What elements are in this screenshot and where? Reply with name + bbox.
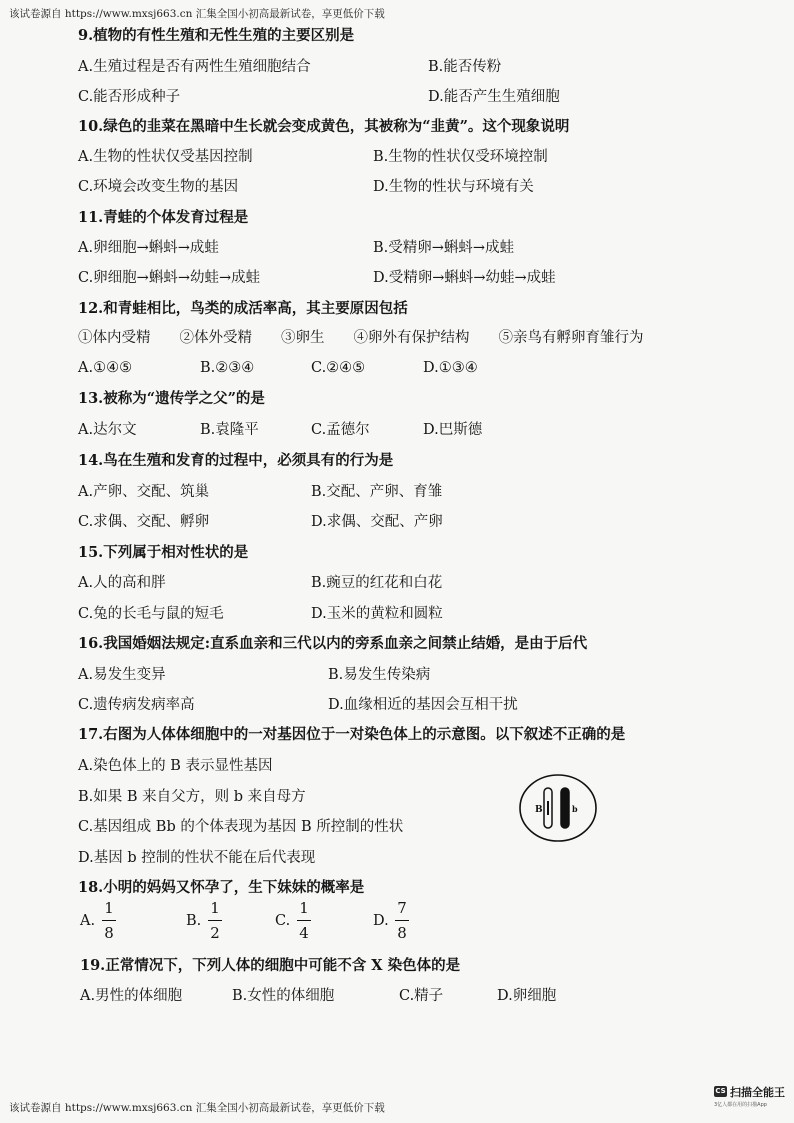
question-9-option-b: B.能否传粉 xyxy=(428,59,502,75)
question-16-option-b: B.易发生传染病 xyxy=(328,667,431,683)
option-label: A. xyxy=(80,913,96,929)
question-12-stem: 12.和青蛙相比，鸟类的成活率高，其主要原因包括 xyxy=(78,300,408,317)
fraction xyxy=(102,899,116,942)
question-9-option-a: A.生殖过程是否有两性生殖细胞结合 xyxy=(78,59,311,75)
question-13-option-d: D.巴斯德 xyxy=(423,422,483,438)
fraction xyxy=(208,899,222,942)
gene-label-b-upper: B xyxy=(535,805,543,815)
option-label: B. xyxy=(186,913,202,929)
gene-label-b-lower: b xyxy=(572,804,578,814)
question-15-stem: 15.下列属于相对性状的是 xyxy=(78,544,249,561)
question-16-option-c: C.遗传病发病率高 xyxy=(78,697,195,713)
question-17-option-c: C.基因组成 Bb 的个体表现为基因 B 所控制的性状 xyxy=(78,819,404,835)
question-17-option-b: B.如果 B 来自父方，则 b 来自母方 xyxy=(78,789,306,805)
question-11-stem: 11.青蛙的个体发育过程是 xyxy=(78,209,249,226)
fraction xyxy=(297,899,311,942)
question-13-option-a: A.达尔文 xyxy=(78,422,137,438)
denominator: 8 xyxy=(104,924,114,942)
question-17-option-d: D.基因 b 控制的性状不能在后代表现 xyxy=(78,850,316,866)
question-14-option-c: C.求偶、交配、孵卵 xyxy=(78,514,210,530)
fraction xyxy=(395,899,409,942)
numerator: 7 xyxy=(397,899,407,917)
question-16-option-d: D.血缘相近的基因会互相干扰 xyxy=(328,697,518,713)
camscanner-logo xyxy=(714,1083,790,1119)
question-14-option-b: B.交配、产卵、育雏 xyxy=(311,484,443,500)
question-10-option-c: C.环境会改变生物的基因 xyxy=(78,179,239,195)
question-11-option-d: D.受精卵→蝌蚪→幼蛙→成蛙 xyxy=(373,270,556,286)
question-16-stem: 16.我国婚姻法规定:直系血亲和三代以内的旁系血亲之间禁止结婚，是由于后代 xyxy=(78,635,588,652)
question-18-options xyxy=(80,899,480,949)
question-19-stem: 19.正常情况下，下列人体的细胞中可能不含 X 染色体的是 xyxy=(80,957,461,974)
question-15-option-b: B.豌豆的红花和白花 xyxy=(311,575,443,591)
question-14-option-d: D.求偶、交配、产卵 xyxy=(311,514,443,530)
camscanner-tagline: 3亿人都在用的扫描App xyxy=(714,1102,767,1108)
question-12-option-d: D.①③④ xyxy=(423,360,478,376)
question-12-items: ①体内受精 ②体外受精 ③卵生 ④卵外有保护结构 ⑤亲鸟有孵卵育雏行为 xyxy=(78,330,644,346)
question-15-option-c: C.兔的长毛与鼠的短毛 xyxy=(78,606,224,622)
question-15-option-d: D.玉米的黄粒和圆粒 xyxy=(311,606,443,622)
question-17-stem: 17.右图为人体体细胞中的一对基因位于一对染色体上的示意图。以下叙述不正确的是 xyxy=(78,726,626,743)
question-19-option-b: B.女性的体细胞 xyxy=(232,988,335,1004)
question-11-option-a: A.卵细胞→蝌蚪→成蛙 xyxy=(78,240,219,256)
denominator: 8 xyxy=(397,924,407,942)
question-9-option-c: C.能否形成种子 xyxy=(78,89,181,105)
question-19-option-d: D.卵细胞 xyxy=(497,988,557,1004)
question-14-stem: 14.鸟在生殖和发育的过程中，必须具有的行为是 xyxy=(78,452,394,469)
denominator: 4 xyxy=(299,924,309,942)
question-13-stem: 13.被称为“遗传学之父”的是 xyxy=(78,390,265,407)
question-18-stem: 18.小明的妈妈又怀孕了，生下妹妹的概率是 xyxy=(78,879,365,896)
question-13-option-c: C.孟德尔 xyxy=(311,422,370,438)
numerator: 1 xyxy=(210,899,220,917)
question-9-option-d: D.能否产生生殖细胞 xyxy=(428,89,560,105)
option-label: D. xyxy=(373,913,389,929)
question-13-option-b: B.袁隆平 xyxy=(200,422,259,438)
question-15-option-a: A.人的高和胖 xyxy=(78,575,166,591)
watermark-bottom: 该试卷源自 https://www.mxsj663.cn 汇集全国小初高最新试卷，享更低价下载 xyxy=(9,1102,385,1114)
denominator: 2 xyxy=(210,924,220,942)
question-19-option-a: A.男性的体细胞 xyxy=(80,988,183,1004)
question-12-option-c: C.②④⑤ xyxy=(311,360,366,376)
camscanner-icon: CS xyxy=(715,1087,726,1095)
numerator: 1 xyxy=(299,899,309,917)
question-10-option-b: B.生物的性状仅受环境控制 xyxy=(373,149,548,165)
question-19-option-c: C.精子 xyxy=(399,988,444,1004)
question-16-option-a: A.易发生变异 xyxy=(78,667,166,683)
question-11-option-b: B.受精卵→蝌蚪→成蛙 xyxy=(373,240,515,256)
camscanner-name: 扫描全能王 xyxy=(730,1086,785,1099)
question-12-option-b: B.②③④ xyxy=(200,360,255,376)
question-11-option-c: C.卵细胞→蝌蚪→幼蛙→成蛙 xyxy=(78,270,261,286)
question-17-option-a: A.染色体上的 B 表示显性基因 xyxy=(78,758,273,774)
numerator: 1 xyxy=(104,899,114,917)
watermark-top: 该试卷源自 https://www.mxsj663.cn 汇集全国小初高最新试卷，享更低价下载 xyxy=(9,8,385,20)
question-14-option-a: A.产卵、交配、筑巢 xyxy=(78,484,210,500)
question-10-option-a: A.生物的性状仅受基因控制 xyxy=(78,149,253,165)
question-12-option-a: A.①④⑤ xyxy=(78,360,133,376)
question-10-option-d: D.生物的性状与环境有关 xyxy=(373,179,534,195)
question-10-stem: 10.绿色的韭菜在黑暗中生长就会变成黄色，其被称为“韭黄”。这个现象说明 xyxy=(78,118,570,135)
chromosome-diagram xyxy=(518,773,598,843)
question-9-stem: 9.植物的有性生殖和无性生殖的主要区别是 xyxy=(78,27,355,44)
option-label: C. xyxy=(275,913,291,929)
chromosome-right xyxy=(561,788,569,828)
